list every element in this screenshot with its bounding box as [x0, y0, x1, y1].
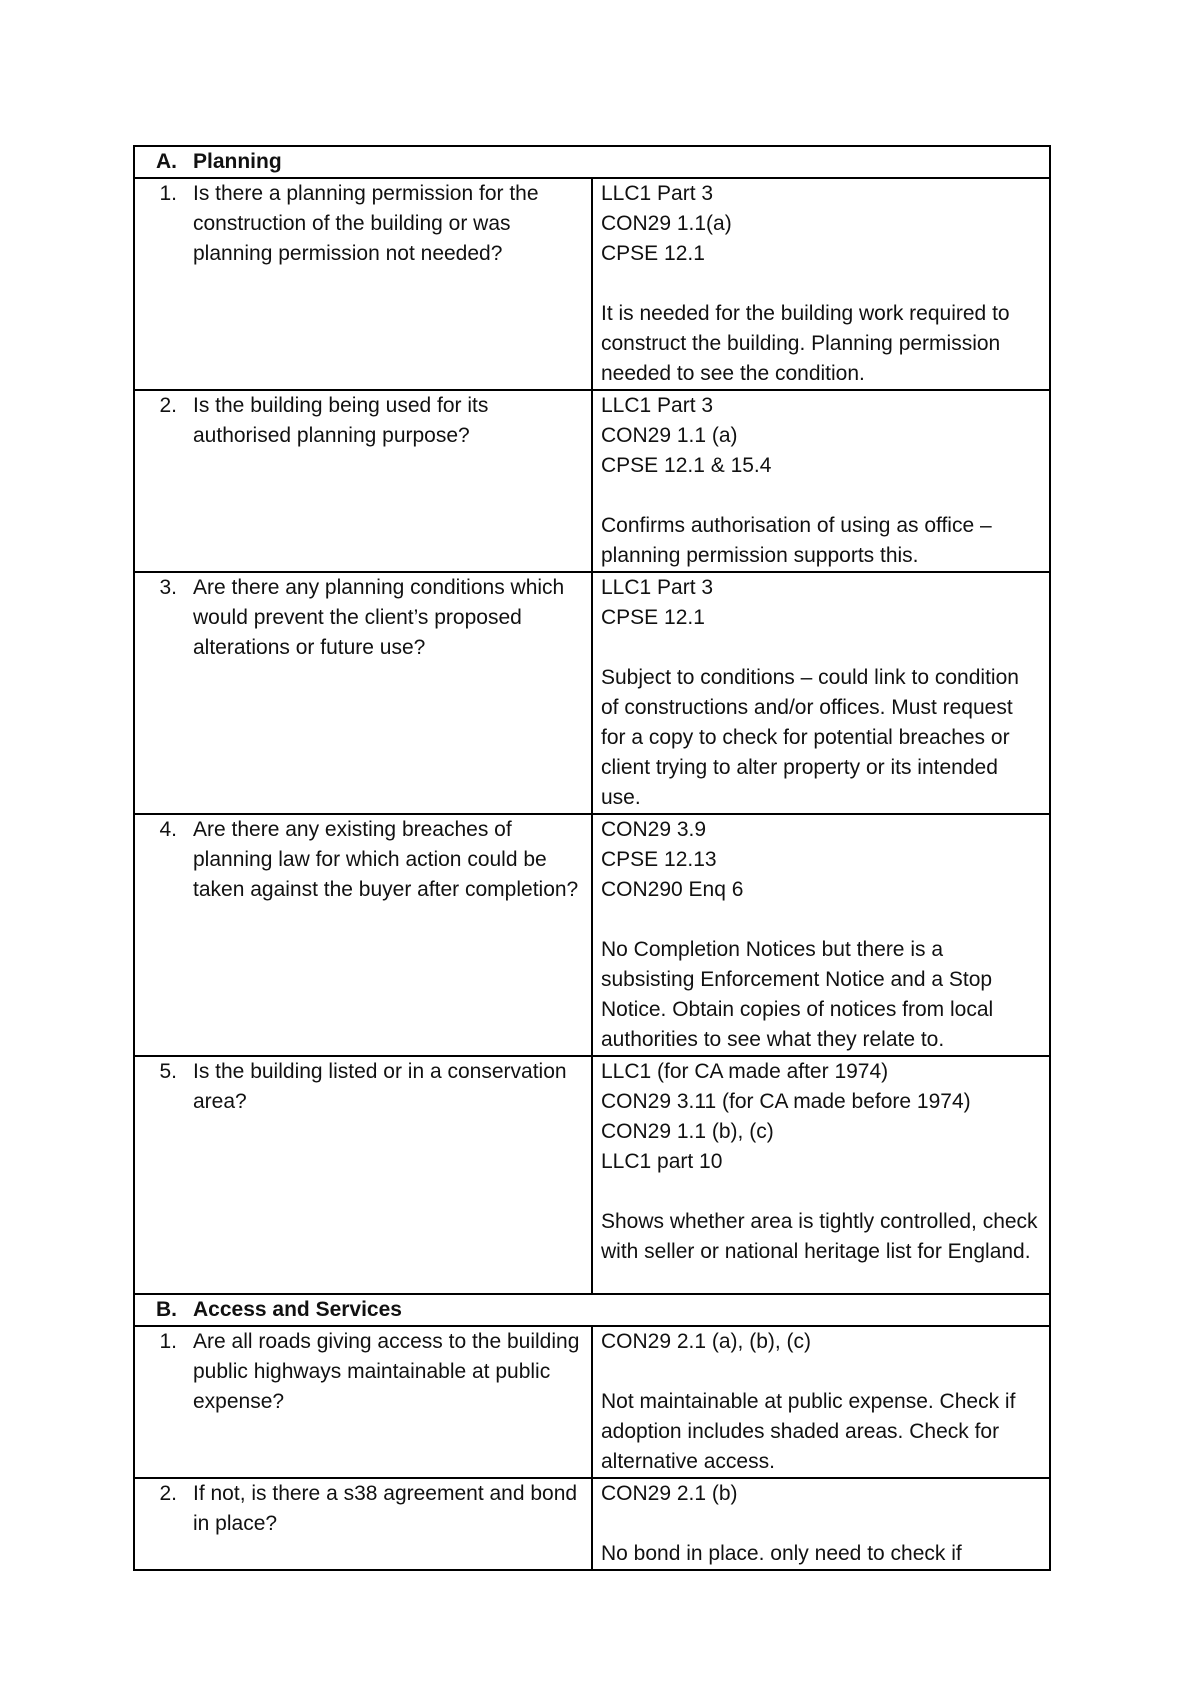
answer-cell [592, 572, 1050, 814]
answer-cell [592, 1326, 1050, 1478]
reference-line: CON29 1.1 (b), (c) [601, 1120, 774, 1143]
section-title: Planning [193, 150, 282, 173]
table-row [134, 572, 1050, 814]
question-text: Is the building listed or in a conservation area? [193, 1060, 567, 1113]
question-cell [134, 1056, 592, 1294]
answer-cell [592, 390, 1050, 572]
question-number: 2. [159, 394, 177, 417]
answer-cell [592, 1478, 1050, 1570]
answer-cell [592, 178, 1050, 390]
question-number: 4. [159, 818, 177, 841]
section-letter: A. [156, 150, 177, 173]
reference-line: CON29 1.1 (a) [601, 424, 738, 447]
reference-line: LLC1 Part 3 [601, 576, 714, 599]
reference-line: CON29 2.1 (a), (b), (c) [601, 1330, 812, 1353]
question-cell [134, 390, 592, 572]
reference-line: LLC1 (for CA made after 1974) [601, 1060, 889, 1083]
section-header-cell [134, 1294, 1050, 1326]
reference-line: CPSE 12.1 [601, 606, 705, 629]
reference-line: CPSE 12.13 [601, 848, 717, 871]
answer-note: Not maintainable at public expense. Check if adoption includes shaded areas. Check for alternative access. [601, 1390, 1016, 1473]
question-cell [134, 1326, 592, 1478]
reference-line: CON29 3.9 [601, 818, 707, 841]
answer-cell [592, 814, 1050, 1056]
question-number: 2. [159, 1482, 177, 1505]
section-header-cell [134, 146, 1050, 178]
question-text: If not, is there a s38 agreement and bond in place? [193, 1482, 578, 1535]
answer-note: Confirms authorisation of using as office – planning permission supports this. [601, 514, 992, 567]
question-cell [134, 1478, 592, 1570]
question-number: 5. [159, 1060, 177, 1083]
reference-line: LLC1 Part 3 [601, 182, 714, 205]
answer-cell [592, 1056, 1050, 1294]
section-letter: B. [156, 1298, 177, 1321]
table-row [134, 1056, 1050, 1294]
answer-note: Shows whether area is tightly controlled, check with seller or national heritage list for England. [601, 1210, 1038, 1263]
reference-line: CON290 Enq 6 [601, 878, 744, 901]
table-row [134, 1478, 1050, 1570]
question-text: Is the building being used for its authorised planning purpose? [193, 394, 489, 447]
reference-line: CON29 2.1 (b) [601, 1482, 738, 1505]
question-cell [134, 178, 592, 390]
document-page [133, 145, 1049, 1571]
reference-line: CON29 1.1(a) [601, 212, 732, 235]
table-row [134, 1326, 1050, 1478]
answer-note: No Completion Notices but there is a subsisting Enforcement Notice and a Stop Notice. Obtain copies of notices from local authorities to see what they relate to. [601, 938, 994, 1051]
question-text: Are all roads giving access to the building public highways maintainable at public expense? [193, 1330, 580, 1413]
section-header-row [134, 1294, 1050, 1326]
question-cell [134, 572, 592, 814]
section-header-row [134, 146, 1050, 178]
question-text: Is there a planning permission for the construction of the building or was planning permission not needed? [193, 182, 539, 265]
question-text: Are there any existing breaches of planning law for which action could be taken against the buyer after completion? [193, 818, 579, 901]
table-row [134, 178, 1050, 390]
answer-note: It is needed for the building work required to construct the building. Planning permission needed to see the condition. [601, 302, 1010, 385]
question-number: 3. [159, 576, 177, 599]
answer-note: No bond in place. only need to check if [601, 1542, 962, 1565]
reference-line: CPSE 12.1 [601, 242, 705, 265]
question-text: Are there any planning conditions which would prevent the client’s proposed alterations or future use? [193, 576, 565, 659]
reference-line: CPSE 12.1 & 15.4 [601, 454, 772, 477]
question-cell [134, 814, 592, 1056]
question-number: 1. [159, 182, 177, 205]
answer-note: Subject to conditions – could link to condition of constructions and/or offices. Must request for a copy to check for potential breaches or client trying to alter property or its intended use. [601, 666, 1019, 809]
planning-enquiries-table [133, 145, 1051, 1571]
table-row [134, 390, 1050, 572]
reference-line: CON29 3.11 (for CA made before 1974) [601, 1090, 971, 1113]
reference-line: LLC1 Part 3 [601, 394, 714, 417]
table-row [134, 814, 1050, 1056]
question-number: 1. [159, 1330, 177, 1353]
reference-line: LLC1 part 10 [601, 1150, 723, 1173]
section-title: Access and Services [193, 1298, 402, 1321]
